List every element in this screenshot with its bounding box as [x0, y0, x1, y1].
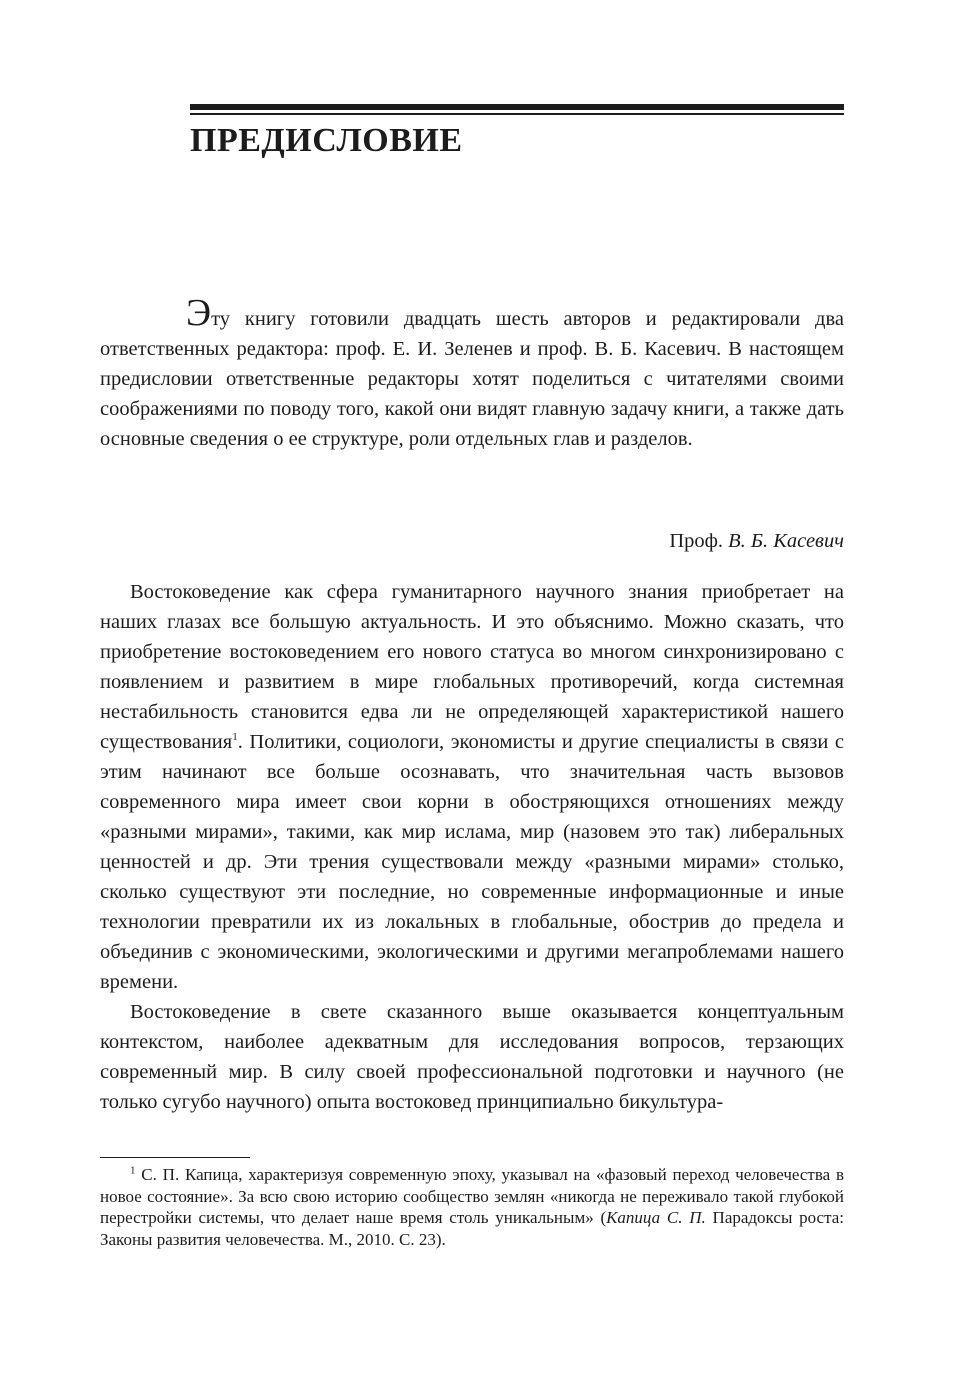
p1-before-note: Востоковедение как сфера гуманитарного научного знания приобретает на наших глазах все большую актуальность. И это объяснимо. Можно сказать, что приобретение востоковедением его нового статуса во многом синхронизировано с появлением и развитием в мире глобальных противоречий, когда системная нестабильность становится едва ли не определяющей характеристикой нашего существования [100, 581, 844, 753]
footnote-reference[interactable]: 1 [232, 731, 238, 744]
intro-section [100, 292, 844, 454]
footnote-author: Капица С. П. [606, 1208, 706, 1227]
intro-dropcap: Э [186, 292, 212, 334]
header-rule-thin [190, 113, 844, 115]
signature [669, 526, 844, 556]
footnote-mark: 1 [130, 1164, 136, 1177]
footnote-separator [100, 1157, 250, 1158]
page-title: ПРЕДИСЛОВИЕ [190, 122, 463, 159]
main-text [100, 577, 844, 1117]
main-paragraph-2: Востоковедение в свете сказанного выше оказывается концептуальным контекстом, наиболее адекватным для исследования вопросов, терзающих современный мир. В силу своей профессиональной подготовки и научного (не только сугубо научного) опыта востоковед принципиально бикультура- [100, 1001, 844, 1113]
intro-text: ту книгу готовили двадцать шесть авторов и редактировали два ответственных редактора: проф. Е. И. Зеленев и проф. В. Б. Касевич. В настоящем предисловии ответственные редакторы хотят поделиться с читателями своими соображениями по поводу того, какой они видят главную задачу книги, а также дать основные сведения о ее структуре, роли отдельных глав и разделов. [100, 308, 844, 450]
footnote-text-before: С. П. Капица, характеризуя современную эпоху, указывал на «фазовый переход человечества в новое состояние». За всю свою историю сообщество землян «никогда не переживало такой глубокой перестройки системы, что делает наше время столь уникальным» ( [100, 1165, 844, 1227]
signature-name: В. Б. Касевич [728, 530, 844, 552]
intro-paragraph [100, 292, 844, 454]
p1-after-note: . Политики, социологи, экономисты и другие специалисты в связи с этим начинают все больше осознавать, что значительная часть вызовов современного мира имеет свои корни в обостряющихся отношениях между «разными мирами», такими, как мир ислама, мир (назовем это так) либеральных ценностей и др. Эти трения существовали между «разными мирами» столько, сколько существуют эти последние, но современные информационные и иные технологии превратили их из локальных в глобальные, обострив до предела и объединив с экономическими, экологическими и другими мегапроблемами нашего времени. [100, 731, 844, 993]
signature-prefix: Проф. [669, 530, 729, 552]
footnote-text-after: Парадоксы роста: Законы развития человечества. М., 2010. С. 23). [100, 1208, 844, 1249]
header-rule-thick [190, 104, 844, 110]
footnote-paragraph [100, 1164, 844, 1250]
footnote [100, 1164, 844, 1250]
main-paragraph-1 [100, 577, 844, 997]
